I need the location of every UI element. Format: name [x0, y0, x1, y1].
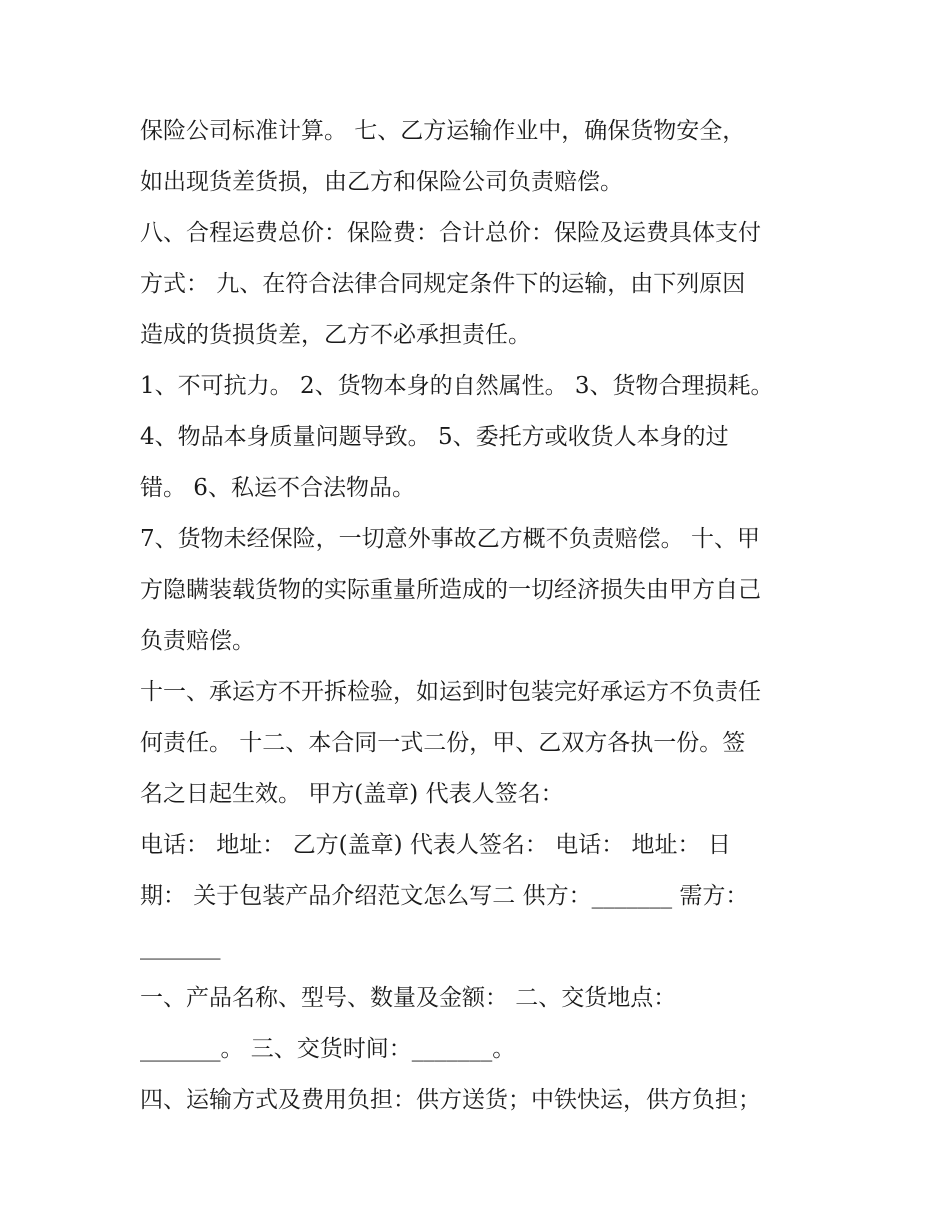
text-line-2: 如出现货差货损，由乙方和保险公司负责赔偿。: [140, 169, 623, 195]
text-line-11: 负责赔偿。: [140, 628, 255, 654]
text-line-18: 一、产品名称、型号、数量及金额： 二、交货地点：: [140, 985, 677, 1011]
text-line-9: 7、货物未经保险，一切意外事故乙方概不负责赔偿。 十、甲: [140, 526, 760, 552]
text-line-8: 错。 6、私运不合法物品。: [140, 475, 415, 501]
text-line-7: 4、物品本身质量问题导致。 5、委托方或收货人本身的过: [140, 424, 729, 450]
text-line-10: 方隐瞒装载货物的实际重量所造成的一切经济损失由甲方自己: [140, 577, 761, 603]
text-line-13: 何责任。 十二、本合同一式二份，甲、乙双方各执一份。签: [140, 730, 746, 756]
text-line-14: 名之日起生效。 甲方(盖章) 代表人签名：: [140, 781, 564, 807]
text-line-12: 十一、承运方不开拆检验，如运到时包装完好承运方不负责任: [140, 679, 761, 705]
text-line-15: 电话： 地址： 乙方(盖章) 代表人签名： 电话： 地址： 日: [140, 832, 731, 858]
text-line-1: 保险公司标准计算。 七、乙方运输作业中，确保货物安全，: [140, 118, 746, 144]
text-line-20: 四、运输方式及费用负担：供方送货；中铁快运，供方负担；: [140, 1087, 761, 1113]
document-body: [140, 106, 820, 1126]
text-line-16: 期： 关于包装产品介绍范文怎么写二 供方：_______ 需方：: [140, 883, 749, 909]
text-line-19: _______。 三、交货时间：_______。: [140, 1036, 516, 1062]
text-line-4: 方式： 九、在符合法律合同规定条件下的运输，由下列原因: [140, 271, 746, 297]
text-line-6: 1、不可抗力。 2、货物本身的自然属性。 3、货物合理损耗。: [140, 373, 774, 399]
text-line-5: 造成的货损货差，乙方不必承担责任。: [140, 322, 531, 348]
text-line-17: _______: [140, 934, 221, 960]
text-line-3: 八、合程运费总价：保险费：合计总价：保险及运费具体支付: [140, 220, 761, 246]
